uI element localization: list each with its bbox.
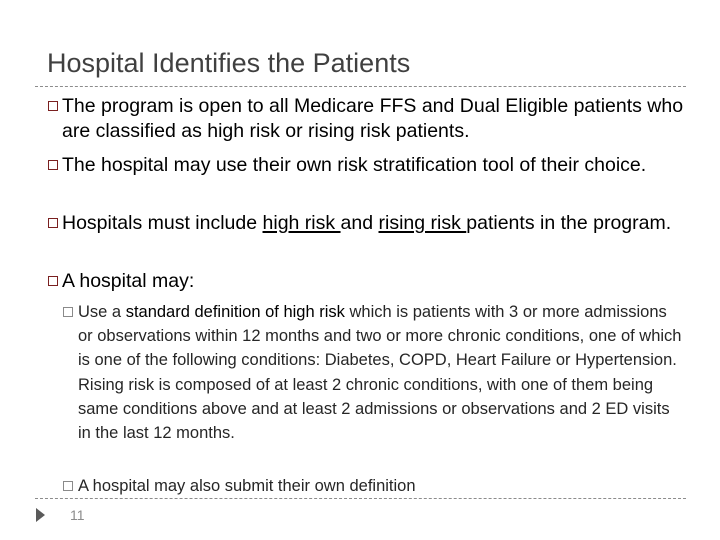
bullet-must-include	[48, 211, 688, 236]
text-segment: Hospitals must include	[62, 212, 263, 234]
slide-title: Hospital Identifies the Patients	[47, 48, 411, 78]
text-segment: which is patients with 3 or more admissions or observations within 12 months and two or more chronic conditions, one of which is one of the following conditions: Diabetes, COPD, Heart Failure or Hypertension. Rising risk is composed of at least 2 chronic conditions, with one of them being same conditions above and at least 2 admissions or observations and 2 ED visits in the last 12 months.	[78, 303, 682, 443]
text-segment: Use a	[78, 303, 126, 321]
sub-bullet-text	[63, 300, 683, 445]
bullet-text: A hospital may:	[62, 270, 195, 292]
bullet-text: The hospital may use their own risk stratification tool of their choice.	[62, 154, 647, 176]
text-segment: and	[340, 212, 379, 234]
bullet-program-eligibility	[48, 94, 688, 143]
title-divider	[35, 86, 686, 87]
text-segment: patients in the program.	[466, 212, 672, 234]
square-bullet-icon	[48, 160, 58, 170]
bullet-text: The program is open to all Medicare FFS and Dual Eligible patients who are classified as high risk or rising risk patients.	[62, 95, 684, 142]
footer-divider	[35, 498, 686, 499]
square-bullet-icon	[48, 218, 58, 228]
underlined-rising-risk: rising risk	[378, 212, 467, 234]
bullet-hospital-may	[48, 269, 688, 294]
sub-bullet-text: A hospital may also submit their own definition	[78, 477, 416, 495]
square-bullet-icon	[63, 307, 73, 317]
sub-bullet-own-definition	[63, 474, 683, 498]
page-number: 11	[70, 507, 85, 523]
underlined-high-risk: high risk	[262, 212, 341, 234]
bullet-text	[48, 211, 688, 236]
emphasized-text: standard definition of high risk	[125, 303, 345, 321]
square-bullet-icon	[48, 276, 58, 286]
square-bullet-icon	[48, 101, 58, 111]
square-bullet-icon	[63, 481, 73, 491]
sub-bullet-standard-definition	[63, 300, 683, 445]
bullet-risk-tool	[48, 153, 688, 178]
triangle-right-icon	[36, 508, 45, 522]
